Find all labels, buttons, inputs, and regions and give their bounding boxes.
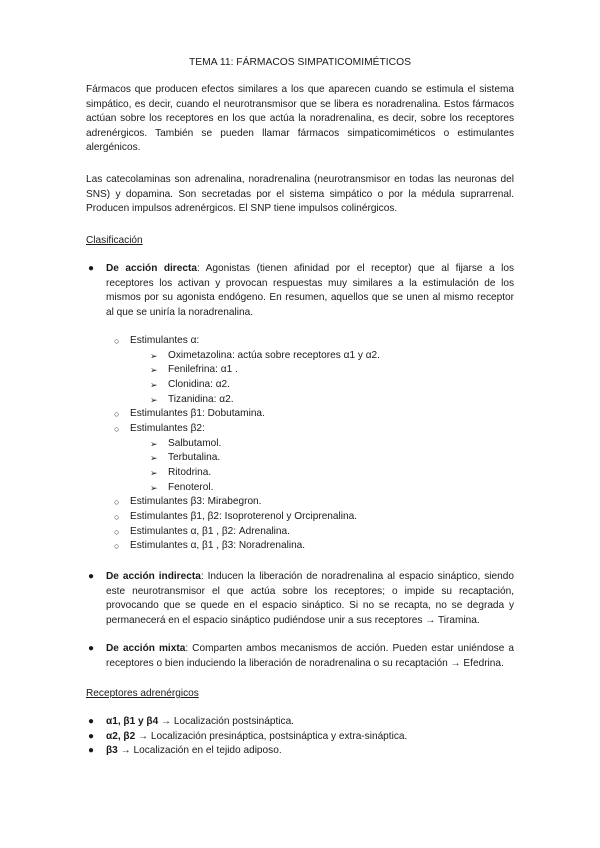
text-mixta: : Comparten ambos mecanismos de acción. Pueden estar uniéndose a receptores o bien induciendo la liberación de noradrenalina o su recaptación → Efedrina. xyxy=(106,643,514,669)
sub-item-text: Fenilefrina: α1 . xyxy=(168,364,238,376)
sub-item-text: Terbutalina. xyxy=(168,452,221,464)
section-heading-receptores: Receptores adrenérgicos xyxy=(86,688,199,699)
circle-bullet-icon: ○ xyxy=(114,526,120,537)
receptor-text: → Localización en el tejido adiposo. xyxy=(117,745,282,757)
receptor-term: α2, β2 xyxy=(106,730,136,742)
intro-paragraph-1: Fármacos que producen efectos similares a los que aparecen cuando se estimula el sistema simpático, es decir, cuando el neurotransmisor que se libera es noradrenalina. Estos fármacos actúan sobre los receptores en los que actúa la noradrenalina, es decir, sobre los receptores adrenérgicos. También se pueden llamar fármacos simpaticomiméticos o estimulantes alergénicos. xyxy=(86,84,514,154)
arrow-bullet-icon: ➢ xyxy=(150,379,158,390)
sub-item-text: Oximetazolina: actúa sobre receptores α1 y α2. xyxy=(168,349,380,361)
circle-bullet-icon: ○ xyxy=(114,497,120,508)
sub-item-text: Fenoterol. xyxy=(168,481,214,493)
list-item-estimulantes xyxy=(112,495,492,510)
receptor-term: α1, β1 y β4 xyxy=(106,716,159,727)
term-indirecta: De acción indirecta xyxy=(106,571,201,582)
bullet-icon: ● xyxy=(88,643,95,654)
directa-list xyxy=(86,262,514,320)
arrow-bullet-icon: ➢ xyxy=(150,468,158,478)
receptores-list xyxy=(86,715,514,759)
sub-item xyxy=(150,466,492,481)
arrow-bullet-icon: ➢ xyxy=(150,453,158,464)
list-item-estimulantes xyxy=(112,510,492,525)
arrow-bullet-icon: ➢ xyxy=(150,394,158,405)
circle-bullet-icon: ○ xyxy=(114,409,120,420)
estimulante-label: Estimulantes β1, β2: Isoproterenol y Orciprenalina. xyxy=(130,511,358,523)
estimulante-label: Estimulantes β1: Dobutamina. xyxy=(130,408,265,420)
list-item-estimulantes xyxy=(112,407,492,422)
indirecta-list xyxy=(86,570,514,628)
page-title: TEMA 11: FÁRMACOS SIMPATICOMIMÉTICOS xyxy=(189,57,411,68)
sub-item-text: Salbutamol. xyxy=(168,437,222,449)
list-item-receptor xyxy=(86,730,514,745)
text-directa: : Agonistas (tienen afinidad por el receptor) que al fijarse a los receptores los activan y provocan respuestas muy similares a la estimulación de los mismos por su agonista endógeno. En resumen, aquellos que se unen al mismo receptor al que se uniría la noradrenalina. xyxy=(106,263,515,318)
sub-item xyxy=(150,437,492,452)
sub-item xyxy=(150,451,492,466)
arrow-bullet-icon: ➢ xyxy=(150,482,158,493)
list-item-estimulantes xyxy=(112,525,492,540)
estimulante-label: Estimulantes α: xyxy=(130,335,200,346)
list-item-estimulantes xyxy=(112,422,492,495)
sub-item-text: Clonidina: α2. xyxy=(168,378,230,390)
sub-item-text: Ritodrina. xyxy=(168,467,212,478)
circle-bullet-icon: ○ xyxy=(114,512,120,523)
text-indirecta: : Inducen la liberación de noradrenalina al espacio sináptico, siendo este neurotransmisor el que actúa sobre los receptores; o impide su recaptación, provocando que se quede en el espacio sináptico. Si no se recapta, no se degrada y permanecerá en el espacio sináptico pudiéndose unir a sus receptores → Tiramina. xyxy=(106,571,515,626)
bullet-icon: ● xyxy=(88,571,95,582)
bullet-icon: ● xyxy=(88,745,95,757)
sub-item xyxy=(150,393,492,408)
estimulante-sublist xyxy=(130,349,492,408)
estimulante-sublist xyxy=(130,437,492,496)
circle-bullet-icon: ○ xyxy=(114,541,120,552)
estimulantes-list xyxy=(112,334,492,554)
term-directa: De acción directa xyxy=(106,263,197,274)
receptor-term: β3 xyxy=(106,745,118,757)
term-mixta: De acción mixta xyxy=(106,643,186,654)
sub-item xyxy=(150,378,492,393)
sub-item xyxy=(150,349,492,364)
arrow-bullet-icon: ➢ xyxy=(150,438,158,449)
list-item-receptor xyxy=(86,744,514,759)
list-item-mixta xyxy=(86,642,514,671)
bullet-icon: ● xyxy=(88,716,95,727)
arrow-bullet-icon: ➢ xyxy=(150,350,158,361)
estimulante-label: Estimulantes α, β1 , β3: Noradrenalina. xyxy=(130,540,306,552)
bullet-icon: ● xyxy=(88,730,95,742)
sub-item-text: Tizanidina: α2. xyxy=(168,393,234,405)
list-item-receptor xyxy=(86,715,514,730)
sub-item xyxy=(150,363,492,378)
section-heading-clasificacion: Clasificación xyxy=(86,235,143,246)
circle-bullet-icon: ○ xyxy=(114,336,120,346)
list-item-estimulantes xyxy=(112,539,492,554)
receptor-text: → Localización postsináptica. xyxy=(158,716,294,727)
estimulante-label: Estimulantes α, β1 , β2: Adrenalina. xyxy=(130,525,290,537)
bullet-icon: ● xyxy=(88,263,95,274)
list-item-directa xyxy=(86,262,514,320)
list-item-estimulantes xyxy=(112,334,492,407)
circle-bullet-icon: ○ xyxy=(114,424,120,435)
estimulante-label: Estimulantes β2: xyxy=(130,423,205,435)
mixta-list xyxy=(86,642,514,671)
sub-item xyxy=(150,481,492,496)
estimulante-label: Estimulantes β3: Mirabegron. xyxy=(130,496,262,508)
receptor-text: → Localización presináptica, postsináptica y extra-sináptica. xyxy=(135,730,408,742)
intro-paragraph-2: Las catecolaminas son adrenalina, noradrenalina (neurotransmisor en todas las neuronas del SNS) y dopamina. Son secretadas por el sistema simpático o por la médula suprarrenal. Producen impulsos adrenérgicos. El SNP tiene impulsos colinérgicos. xyxy=(86,174,514,215)
list-item-indirecta xyxy=(86,570,514,628)
arrow-bullet-icon: ➢ xyxy=(150,365,158,376)
